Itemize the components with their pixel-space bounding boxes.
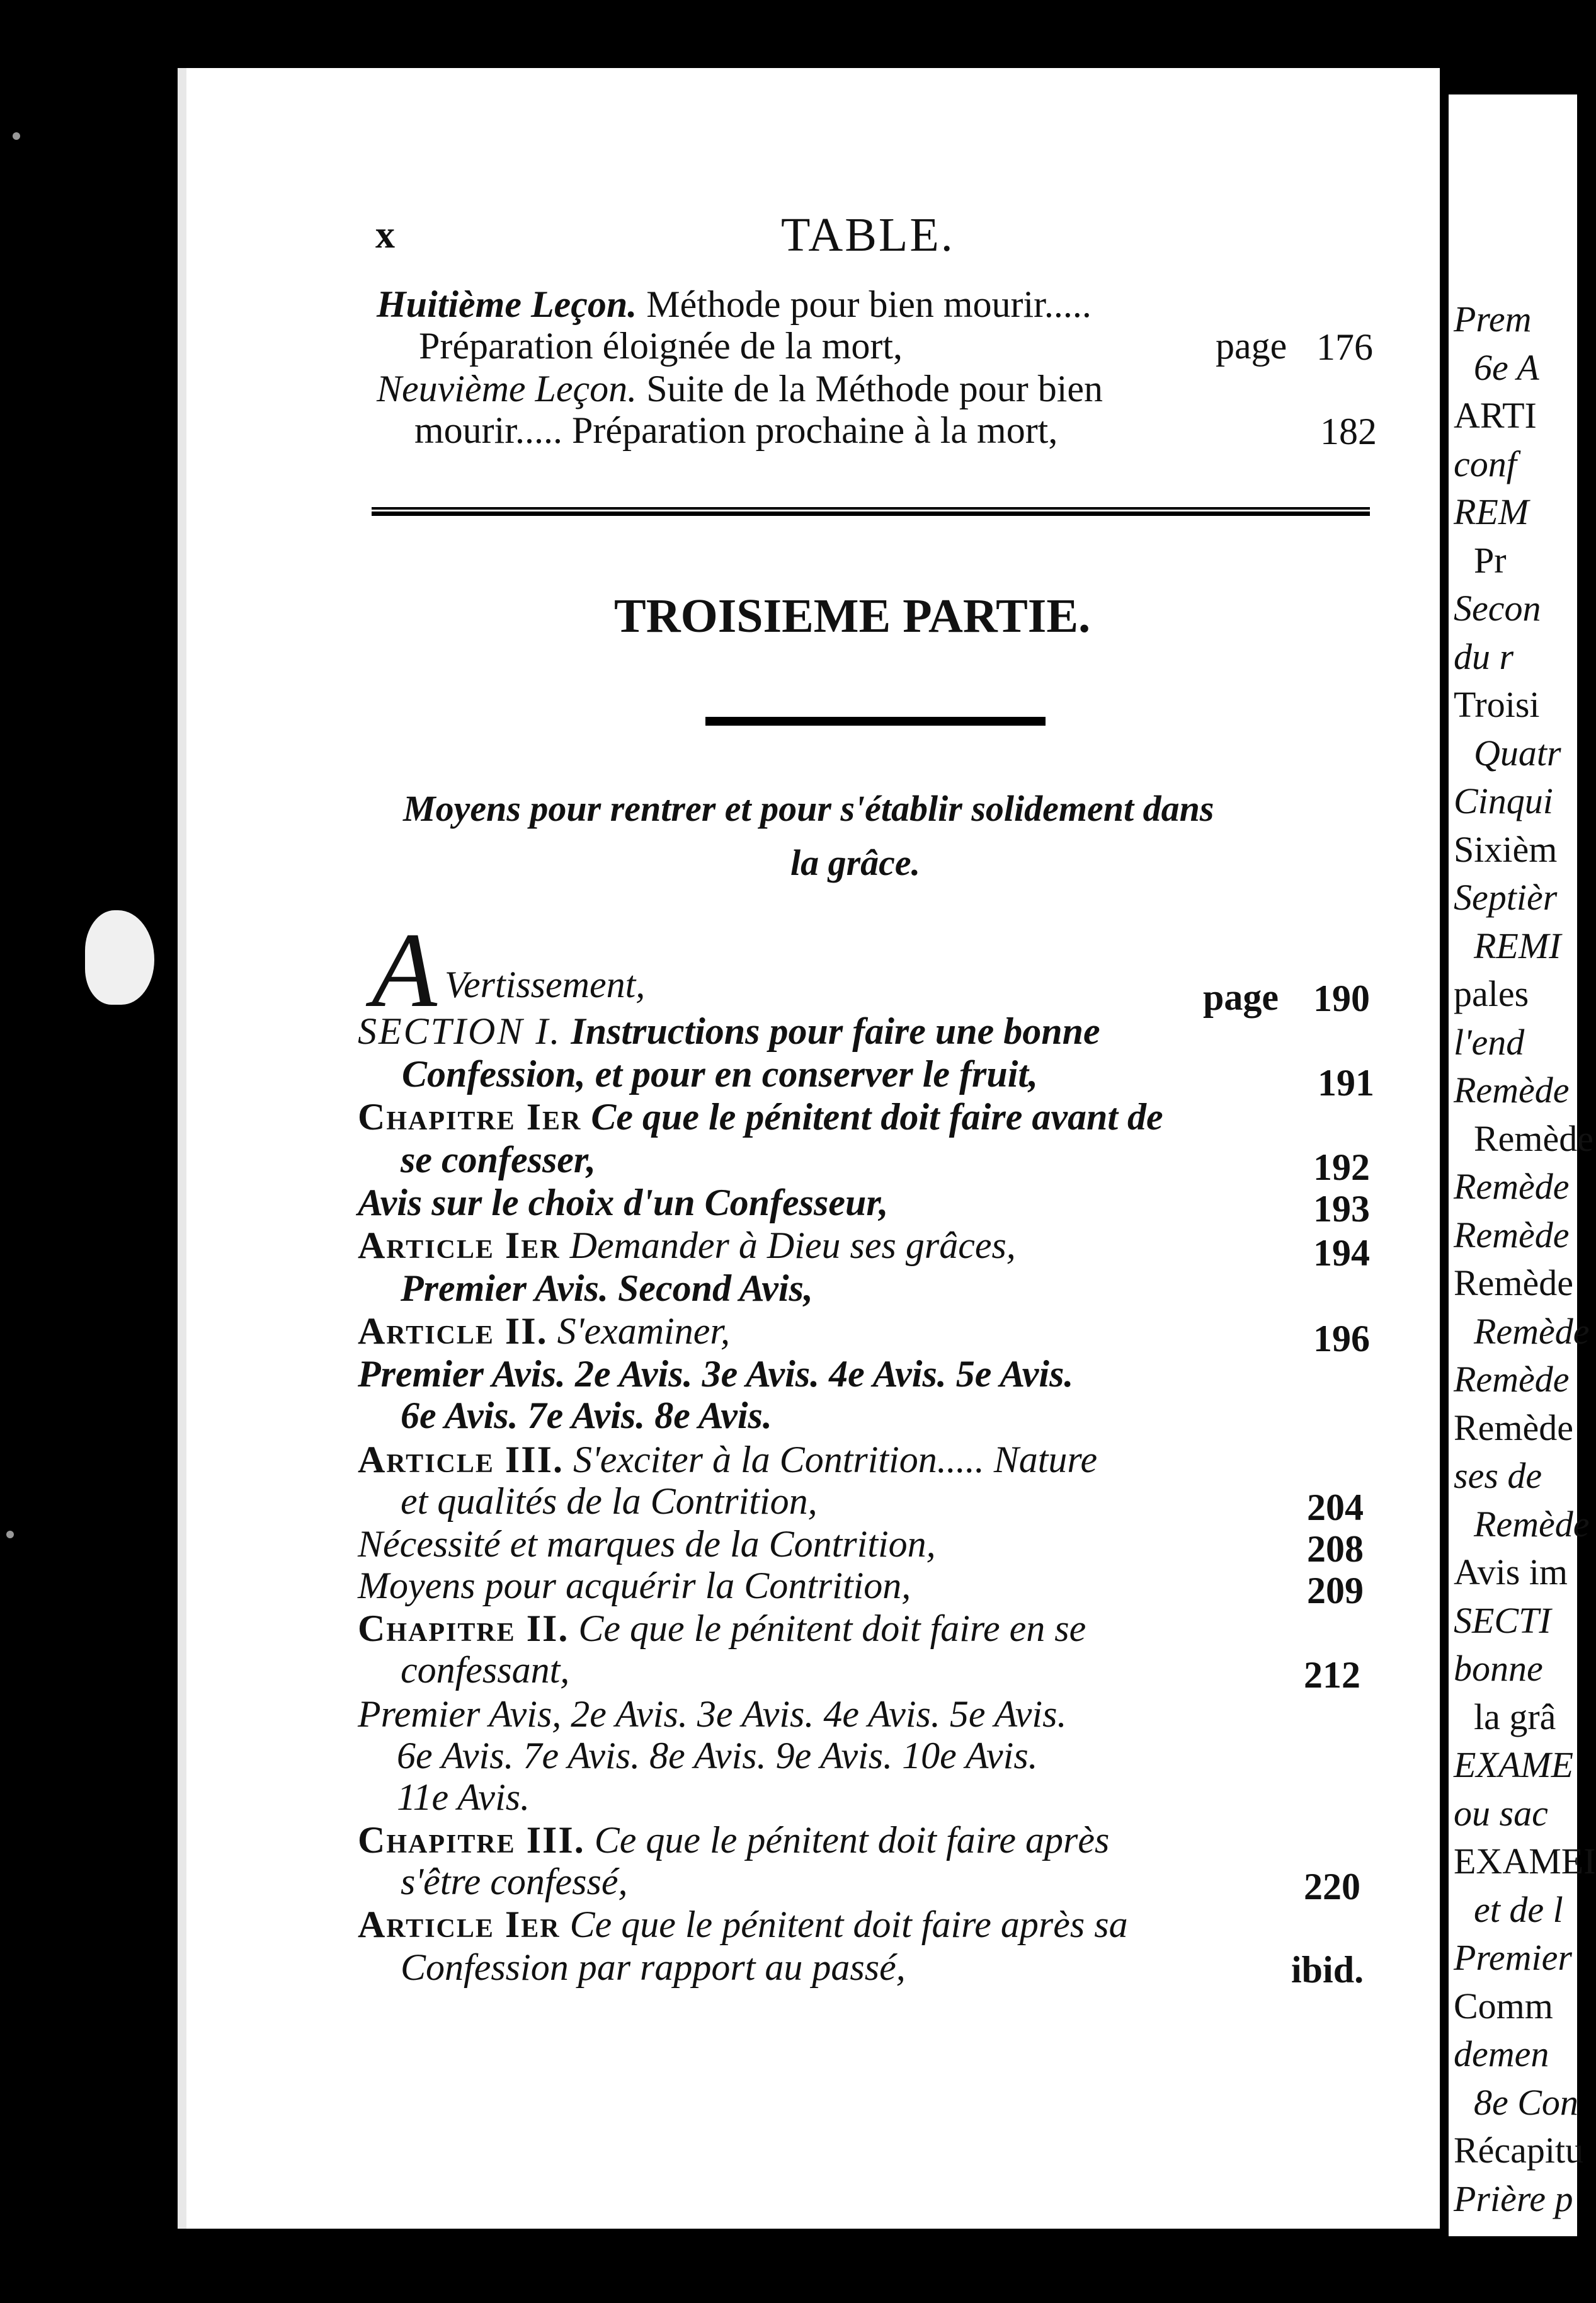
page-number: 182: [1320, 411, 1377, 452]
folio-number: x: [375, 214, 395, 256]
facing-page-fragment: REM: [1454, 491, 1529, 532]
page-number: ibid.: [1291, 1949, 1364, 1991]
facing-page-fragment: l'end: [1454, 1021, 1525, 1063]
page-number: 191: [1318, 1062, 1374, 1104]
facing-page-fragment: Septièr: [1454, 877, 1558, 918]
page-number: 208: [1307, 1528, 1364, 1570]
facing-page-fragment: EXAMEI: [1454, 1841, 1596, 1882]
entry-text: confessant,: [401, 1649, 570, 1691]
chapter-label: Chapitre II.: [358, 1608, 569, 1649]
facing-page-fragment: Récapitu: [1454, 2130, 1584, 2171]
speck: [6, 1531, 14, 1538]
speck: [13, 132, 20, 140]
entry-text: s'être confessé,: [401, 1861, 628, 1902]
entry-text: 11e Avis.: [397, 1776, 530, 1818]
facing-page-fragment: du r: [1454, 636, 1514, 677]
entry-text: 6e Avis. 7e Avis. 8e Avis. 9e Avis. 10e Avis.: [397, 1735, 1038, 1776]
facing-page-fragment: ses de: [1454, 1455, 1542, 1496]
facing-page-fragment: Troisi: [1454, 684, 1540, 725]
entry-text: Confession, et pour en conserver le fruit,: [402, 1053, 1039, 1095]
entry-text: Instructions pour faire une bonne: [571, 1010, 1100, 1052]
paper-stain: [85, 910, 154, 1005]
facing-page-fragment: Remède: [1454, 1407, 1574, 1448]
facing-page-edge: [1449, 94, 1596, 2236]
facing-page-fragment: Remède: [1454, 1214, 1570, 1255]
facing-page-fragment: Prière p: [1454, 2178, 1573, 2219]
entry-text: Ce que le pénitent doit faire après sa: [569, 1904, 1128, 1945]
page-number: 212: [1304, 1654, 1360, 1696]
page-number: 209: [1307, 1570, 1364, 1611]
page-number: 220: [1304, 1866, 1360, 1907]
facing-page-fragment: demen: [1454, 2033, 1549, 2074]
facing-page-fragment: 8e Con: [1474, 2081, 1578, 2123]
page-word: page: [1203, 976, 1279, 1018]
facing-page-fragment: pales: [1454, 973, 1529, 1014]
facing-page-fragment: Sixièm: [1454, 828, 1558, 870]
part-title: TROISIEME PARTIE.: [614, 590, 1091, 643]
article-label: Article Ier: [358, 1904, 561, 1945]
entry-label: Neuvième Leçon.: [377, 368, 637, 409]
article-label: Article III.: [358, 1439, 564, 1480]
entry-text: Suite de la Méthode pour bien: [646, 368, 1103, 409]
page-number: 193: [1313, 1188, 1370, 1230]
entry-label: Huitième Leçon.: [377, 283, 637, 325]
facing-page-fragment: Prem: [1454, 299, 1532, 340]
entry-text: 6e Avis. 7e Avis. 8e Avis.: [401, 1395, 772, 1436]
facing-page-fragment: Premier: [1454, 1937, 1572, 1978]
facing-page-fragment: Remède: [1454, 1070, 1570, 1111]
entry-text: Premier Avis, 2e Avis. 3e Avis. 4e Avis. 5e Avis.: [358, 1693, 1067, 1735]
entry-text: Méthode pour bien mourir.....: [646, 283, 1092, 325]
page-number: 190: [1313, 978, 1370, 1019]
facing-page-fragment: Remède: [1454, 1262, 1574, 1303]
page-number: 196: [1313, 1318, 1370, 1359]
facing-page-fragment: Comm: [1454, 1985, 1553, 2026]
page-word: page: [1216, 325, 1287, 367]
facing-page-fragment: ARTI: [1454, 395, 1537, 436]
article-label: Article Ier: [358, 1225, 561, 1266]
entry-text: Vertissement,: [445, 964, 646, 1005]
page-number: 204: [1307, 1487, 1364, 1528]
section-label: SECTION I.: [358, 1010, 562, 1052]
page-number: 192: [1313, 1146, 1370, 1188]
facing-page-fragment: Remède: [1454, 1359, 1570, 1400]
facing-page-fragment: Secon: [1454, 588, 1541, 629]
chapter-label: Chapitre III.: [358, 1819, 585, 1861]
entry-text: Ce que le pénitent doit faire avant de: [591, 1096, 1163, 1138]
entry-text: Demander à Dieu ses grâces,: [569, 1225, 1016, 1266]
entry-text: S'exciter à la Contrition..... Nature: [573, 1439, 1098, 1480]
entry-text: Premier Avis. 2e Avis. 3e Avis. 4e Avis. 5e Avis.: [358, 1353, 1074, 1395]
page-number: 176: [1316, 326, 1373, 368]
section-divider-rule: [372, 507, 1370, 516]
entry-text: mourir..... Préparation prochaine à la mort,: [414, 409, 1058, 451]
facing-page-fragment: Pr: [1474, 539, 1507, 581]
title-rule: [705, 717, 1046, 726]
entry-text: Moyens pour acquérir la Contrition,: [358, 1565, 911, 1606]
entry-text: Ce que le pénitent doit faire en se: [578, 1608, 1086, 1649]
facing-page-fragment: Avis im: [1454, 1552, 1568, 1592]
facing-page-fragment: Remède: [1474, 1117, 1594, 1159]
page-number: 194: [1313, 1232, 1370, 1274]
entry-text: Avis sur le choix d'un Confesseur,: [358, 1182, 889, 1223]
entry-text: Préparation éloignée de la mort,: [419, 325, 903, 367]
facing-page-fragment: Remède: [1474, 1310, 1590, 1352]
entry-text: Nécessité et marques de la Contrition,: [358, 1523, 936, 1565]
facing-page-fragment: Cinqui: [1454, 780, 1553, 821]
facing-page-fragment: la grâ: [1474, 1696, 1556, 1737]
facing-page-fragment: SECTI: [1454, 1599, 1551, 1641]
part-subtitle-line2: la grâce.: [790, 842, 921, 883]
entry-text: et qualités de la Contrition,: [401, 1480, 818, 1522]
part-subtitle-line1: Moyens pour rentrer et pour s'établir solidement dans: [403, 788, 1214, 829]
entry-text: S'examiner,: [557, 1310, 731, 1352]
facing-page-fragment: conf: [1454, 443, 1517, 484]
article-label: Article II.: [358, 1310, 548, 1352]
entry-text: se confesser,: [401, 1139, 596, 1180]
facing-page-fragment: Remède: [1474, 1503, 1590, 1545]
facing-page-fragment: Quatr: [1474, 732, 1561, 774]
facing-page-fragment: EXAME: [1454, 1744, 1574, 1785]
entry-text: Premier Avis. Second Avis,: [401, 1267, 813, 1309]
facing-page-fragment: REMI: [1474, 925, 1561, 966]
facing-page-fragment: ou sac: [1454, 1792, 1548, 1834]
chapter-label: Chapitre Ier: [358, 1096, 582, 1138]
facing-page-fragment: Remède: [1454, 1166, 1570, 1207]
entry-text: Ce que le pénitent doit faire après: [594, 1819, 1110, 1861]
facing-page-fragment: bonne: [1454, 1648, 1543, 1689]
facing-page-fragment: 6e A: [1474, 346, 1539, 388]
drop-cap: A: [372, 911, 437, 1029]
running-title: TABLE.: [781, 209, 955, 261]
entry-text: Confession par rapport au passé,: [401, 1946, 906, 1988]
facing-page-fragment: et de l: [1474, 1889, 1563, 1930]
